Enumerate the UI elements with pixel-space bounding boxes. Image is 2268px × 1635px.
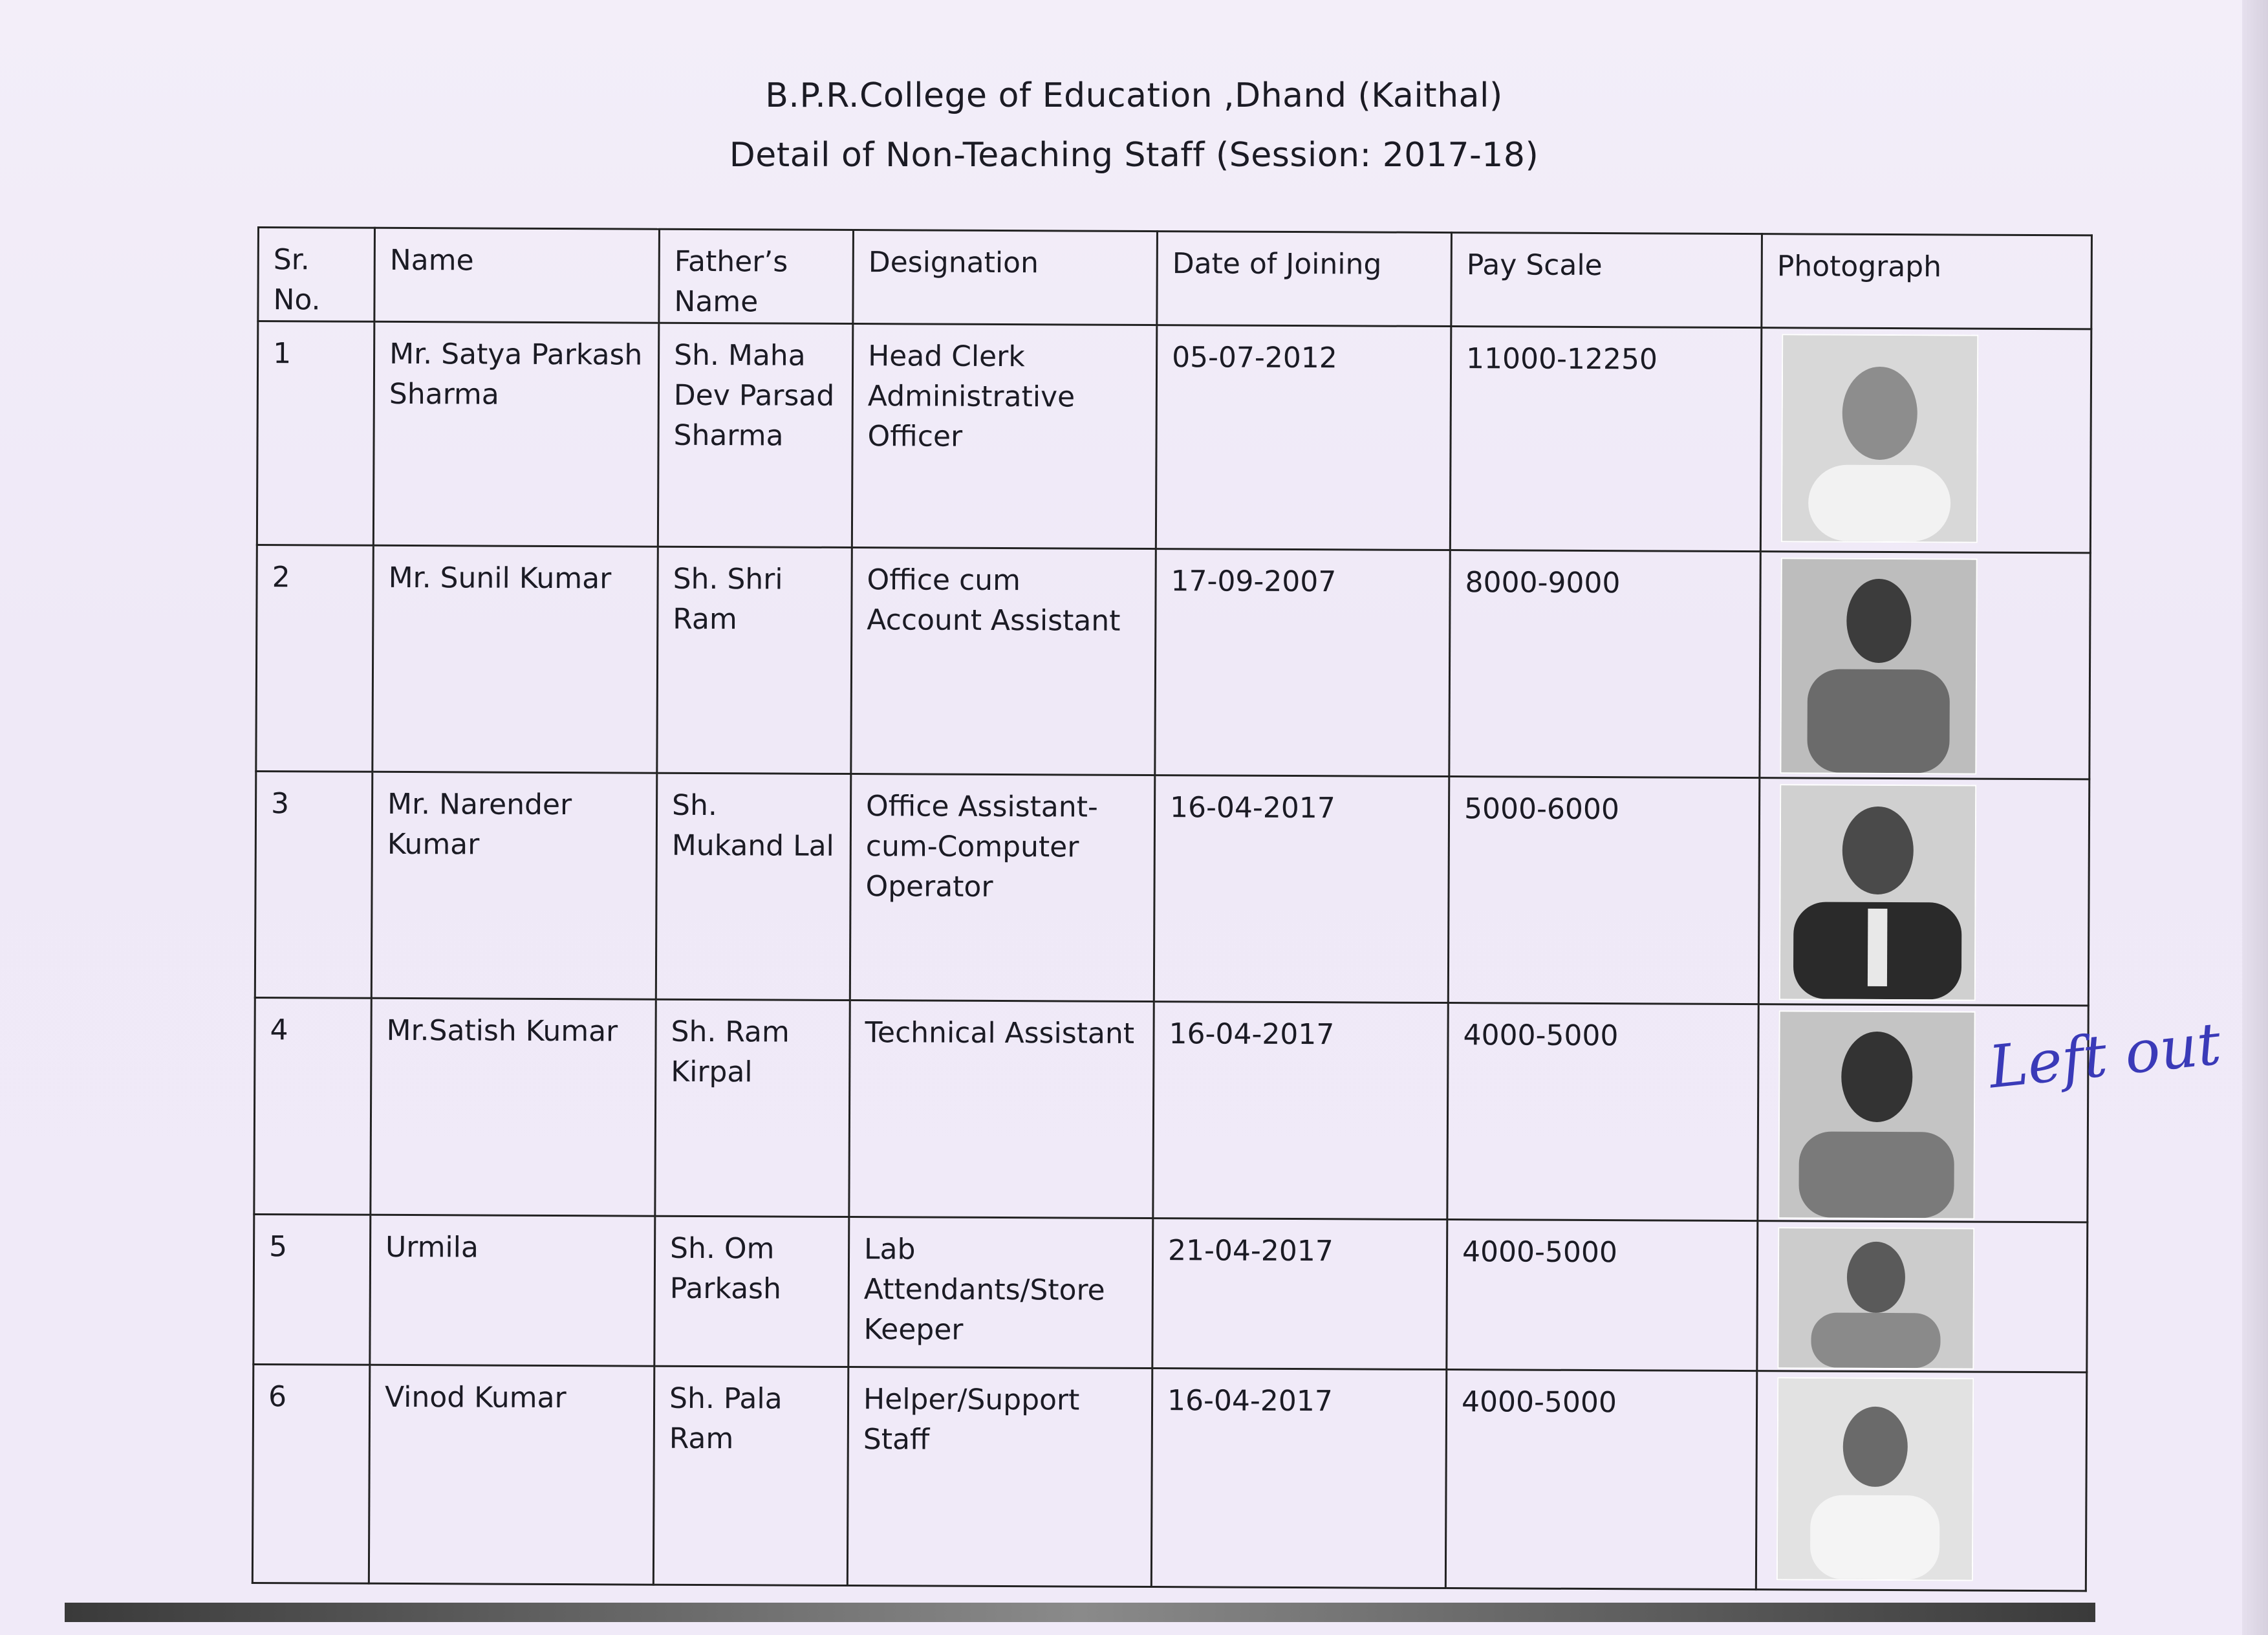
photo-cell [1757, 1221, 2088, 1372]
staff-photo [1780, 558, 1977, 774]
sr-cell: 1 [257, 321, 374, 546]
photo-cell [1756, 1371, 2086, 1591]
table-row [255, 771, 2090, 1005]
column-header: Designation [853, 230, 1158, 325]
pay-cell: 4000-5000 [1447, 1220, 1758, 1371]
father-cell: Sh. Om Parkash [654, 1216, 849, 1367]
staff-photo [1778, 1010, 1975, 1219]
name-cell: Mr. Satya Parkash Sharma [373, 321, 659, 547]
name-cell: Mr. Sunil Kumar [373, 545, 658, 773]
college-title: B.P.R.College of Education ,Dhand (Kaithal) [765, 76, 1503, 115]
father-cell: Sh. Maha Dev Parsad Sharma [658, 323, 853, 547]
photo-cell [1760, 552, 2091, 779]
name-cell: Mr. Narender Kumar [371, 772, 657, 999]
sr-cell: 5 [254, 1214, 371, 1365]
doj-cell: 16-04-2017 [1153, 1002, 1448, 1220]
photo-cell [1758, 778, 2090, 1006]
staff-photo [1777, 1227, 1974, 1369]
designation-cell: Helper/Support Staff [847, 1367, 1152, 1587]
photo-cell [1760, 328, 2091, 553]
column-header: Sr. No. [258, 228, 375, 322]
column-header: Name [374, 228, 660, 323]
sr-cell: 2 [256, 545, 374, 772]
designation-cell: Lab Attendants/Store Keeper [848, 1217, 1153, 1369]
designation-cell: Office cum Account Assistant [851, 548, 1156, 775]
table-row [254, 1214, 2088, 1372]
doj-cell: 16-04-2017 [1151, 1369, 1446, 1588]
designation-cell: Head Clerk Administrative Officer [852, 324, 1157, 549]
name-cell: Mr.Satish Kumar [371, 998, 656, 1216]
pay-cell: 5000-6000 [1448, 777, 1760, 1004]
staff-photo [1777, 1377, 1974, 1581]
doj-cell: 17-09-2007 [1155, 549, 1451, 777]
column-header: Pay Scale [1451, 233, 1762, 328]
father-cell: Sh. Shri Ram [657, 547, 852, 774]
footer-bar [65, 1603, 2095, 1622]
designation-cell: Technical Assistant [849, 1001, 1154, 1218]
father-cell: Sh. Ram Kirpal [655, 999, 850, 1217]
pay-cell: 11000-12250 [1450, 327, 1762, 552]
table-header-row [258, 228, 2092, 329]
sr-cell: 6 [252, 1364, 369, 1583]
designation-cell: Office Assistant-cum-Computer Operator [850, 774, 1155, 1002]
name-cell: Urmila [370, 1215, 655, 1366]
pay-cell: 4000-5000 [1445, 1370, 1756, 1590]
pay-cell: 8000-9000 [1449, 550, 1761, 778]
sr-cell: 3 [255, 771, 373, 998]
pay-cell: 4000-5000 [1447, 1003, 1758, 1221]
table-row [256, 545, 2091, 779]
staff-photo [1779, 784, 1976, 1001]
handwritten-note: Left out [1985, 1010, 2224, 1102]
staff-table [252, 226, 2093, 1592]
doj-cell: 16-04-2017 [1154, 775, 1449, 1003]
sr-cell: 4 [254, 997, 371, 1215]
father-cell: Sh. Pala Ram [653, 1366, 848, 1585]
name-cell: Vinod Kumar [369, 1365, 654, 1585]
column-header: Photograph [1762, 234, 2092, 329]
document-subtitle: Detail of Non-Teaching Staff (Session: 2017-18) [729, 136, 1539, 175]
table-row [254, 997, 2088, 1222]
doj-cell: 21-04-2017 [1152, 1218, 1447, 1370]
staff-photo [1781, 334, 1978, 543]
table-row [252, 1364, 2086, 1590]
column-header: Father’s Name [659, 229, 854, 323]
column-header: Date of Joining [1157, 232, 1452, 327]
table-row [257, 321, 2091, 553]
father-cell: Sh. Mukand Lal [656, 773, 851, 1000]
page-edge [2242, 0, 2268, 1635]
doj-cell: 05-07-2012 [1156, 325, 1451, 550]
